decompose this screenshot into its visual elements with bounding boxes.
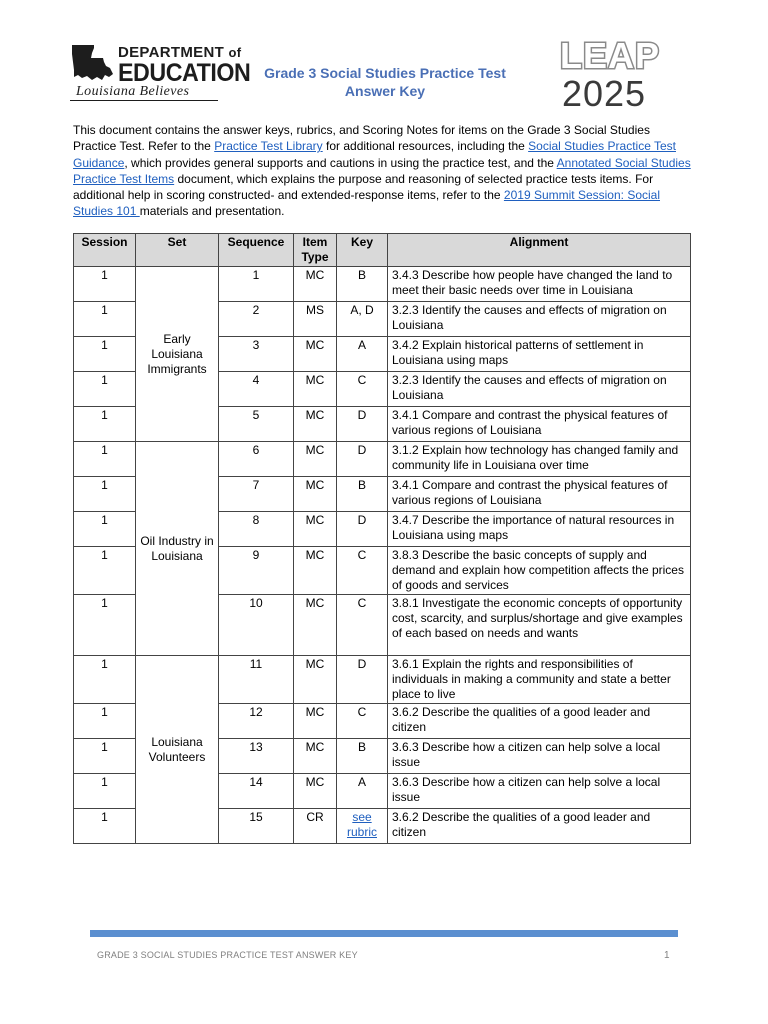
session-cell: 1 (74, 656, 136, 704)
sequence-cell: 15 (219, 809, 294, 844)
alignment-cell: 3.1.2 Explain how technology has changed family and community life in Louisiana over time (388, 442, 691, 477)
session-cell: 1 (74, 267, 136, 302)
alignment-cell: 3.6.3 Describe how a citizen can help solve a local issue (388, 774, 691, 809)
key-cell: C (337, 547, 388, 595)
header-key: Key (337, 234, 388, 267)
session-cell: 1 (74, 512, 136, 547)
session-cell: 1 (74, 704, 136, 739)
header-sequence: Sequence (219, 234, 294, 267)
header-set: Set (136, 234, 219, 267)
sequence-cell: 9 (219, 547, 294, 595)
session-cell: 1 (74, 337, 136, 372)
alignment-cell: 3.8.3 Describe the basic concepts of supply and demand and explain how competition affects the prices of goods and services (388, 547, 691, 595)
session-cell: 1 (74, 774, 136, 809)
page-number: 1 (664, 950, 670, 961)
item-type-cell: MC (294, 512, 337, 547)
education-label: EDUCATION (118, 59, 251, 87)
sequence-cell: 4 (219, 372, 294, 407)
practice-test-library-link[interactable]: Practice Test Library (214, 139, 323, 154)
alignment-cell: 3.6.1 Explain the rights and responsibilities of individuals in making a community and state a better place to live (388, 656, 691, 704)
sequence-cell: 5 (219, 407, 294, 442)
session-cell: 1 (74, 442, 136, 477)
item-type-cell: MC (294, 407, 337, 442)
logo-divider (70, 100, 218, 101)
session-cell: 1 (74, 477, 136, 512)
key-cell: D (337, 656, 388, 704)
leap-year: 2025 (561, 73, 647, 112)
item-type-cell: MC (294, 547, 337, 595)
item-type-cell: MS (294, 302, 337, 337)
louisiana-state-icon (70, 44, 114, 82)
sequence-cell: 10 (219, 595, 294, 656)
item-type-cell: MC (294, 477, 337, 512)
alignment-cell: 3.4.7 Describe the importance of natural resources in Louisiana using maps (388, 512, 691, 547)
session-cell: 1 (74, 302, 136, 337)
session-cell: 1 (74, 407, 136, 442)
key-cell: D (337, 512, 388, 547)
alignment-cell: 3.8.1 Investigate the economic concepts of opportunity cost, scarcity, and surplus/shortage and give examples of each based on needs and wants (388, 595, 691, 656)
sequence-cell: 2 (219, 302, 294, 337)
sequence-cell: 1 (219, 267, 294, 302)
alignment-cell: 3.6.2 Describe the qualities of a good leader and citizen (388, 704, 691, 739)
item-type-cell: MC (294, 739, 337, 774)
alignment-cell: 3.6.2 Describe the qualities of a good leader and citizen (388, 809, 691, 844)
key-cell: C (337, 595, 388, 656)
header-alignment: Alignment (388, 234, 691, 267)
item-type-cell: CR (294, 809, 337, 844)
set-cell: Louisiana Volunteers (136, 656, 219, 844)
key-cell: C (337, 704, 388, 739)
alignment-cell: 3.2.3 Identify the causes and effects of migration on Louisiana (388, 302, 691, 337)
session-cell: 1 (74, 595, 136, 656)
sequence-cell: 12 (219, 704, 294, 739)
title-line-2: Answer Key (344, 83, 426, 99)
key-cell: A (337, 337, 388, 372)
alignment-cell: 3.2.3 Identify the causes and effects of migration on Louisiana (388, 372, 691, 407)
leap-word: LEAP (559, 36, 661, 76)
sequence-cell: 8 (219, 512, 294, 547)
session-cell: 1 (74, 372, 136, 407)
item-type-cell: MC (294, 442, 337, 477)
session-cell: 1 (74, 547, 136, 595)
key-cell: A, D (337, 302, 388, 337)
key-cell: D (337, 442, 388, 477)
table-row (74, 656, 691, 704)
table-row (74, 267, 691, 302)
leap-2025-logo (548, 36, 672, 112)
key-cell (337, 809, 388, 844)
sequence-cell: 6 (219, 442, 294, 477)
sequence-cell: 14 (219, 774, 294, 809)
key-cell: C (337, 372, 388, 407)
item-type-cell: MC (294, 704, 337, 739)
set-cell: Oil Industry in Louisiana (136, 442, 219, 656)
item-type-cell: MC (294, 656, 337, 704)
answer-key-table (73, 233, 691, 844)
social-studies-guidance-link[interactable]: Social Studies Practice Test Guidance (73, 139, 676, 170)
sequence-cell: 13 (219, 739, 294, 774)
item-type-cell: MC (294, 595, 337, 656)
session-cell: 1 (74, 809, 136, 844)
session-cell: 1 (74, 739, 136, 774)
louisiana-believes-tagline: Louisiana Believes (76, 84, 190, 99)
sequence-cell: 3 (219, 337, 294, 372)
footer-title: GRADE 3 SOCIAL STUDIES PRACTICE TEST ANSWER KEY (97, 950, 358, 960)
sequence-cell: 11 (219, 656, 294, 704)
table-header-row (74, 234, 691, 267)
item-type-cell: MC (294, 267, 337, 302)
key-cell: B (337, 267, 388, 302)
title-line-1: Grade 3 Social Studies Practice Test (264, 65, 506, 81)
set-cell: Early Louisiana Immigrants (136, 267, 219, 442)
alignment-cell: 3.4.3 Describe how people have changed the land to meet their basic needs over time in Louisiana (388, 267, 691, 302)
summit-session-link[interactable]: 2019 Summit Session: Social Studies 101 (73, 188, 660, 219)
document-title (236, 64, 534, 100)
item-type-cell: MC (294, 774, 337, 809)
footer-rule (90, 930, 678, 937)
header-session: Session (74, 234, 136, 267)
alignment-cell: 3.6.3 Describe how a citizen can help solve a local issue (388, 739, 691, 774)
item-type-cell: MC (294, 372, 337, 407)
see-rubric-link[interactable]: see rubric (346, 810, 377, 839)
key-cell: A (337, 774, 388, 809)
sequence-cell: 7 (219, 477, 294, 512)
table-row (74, 442, 691, 477)
key-cell: D (337, 407, 388, 442)
department-of-education-logo (70, 44, 251, 102)
key-cell: B (337, 739, 388, 774)
department-label: DEPARTMENT of (118, 44, 242, 61)
annotated-items-link[interactable]: Annotated Social Studies Practice Test Items (73, 155, 691, 186)
intro-paragraph: This document contains the answer keys, rubrics, and Scoring Notes for items on the Grade 3 Social Studies Practice Test. Refer to the Practice Test Library for additional resources, including the Social Studies Practice Test Guidance, which provides general supports and cautions in using the practice test, and the Annotated Social Studies Practice Test Items document, which explains the purpose and reasoning of selected practice tests items. For additional help in scoring constructed- and extended-response items, refer to the 2019 Summit Session: Social Studies 101 materials and presentation. (73, 123, 691, 219)
item-type-cell: MC (294, 337, 337, 372)
key-cell: B (337, 477, 388, 512)
header-item-type: Item Type (294, 234, 337, 267)
alignment-cell: 3.4.2 Explain historical patterns of settlement in Louisiana using maps (388, 337, 691, 372)
alignment-cell: 3.4.1 Compare and contrast the physical features of various regions of Louisiana (388, 477, 691, 512)
alignment-cell: 3.4.1 Compare and contrast the physical features of various regions of Louisiana (388, 407, 691, 442)
